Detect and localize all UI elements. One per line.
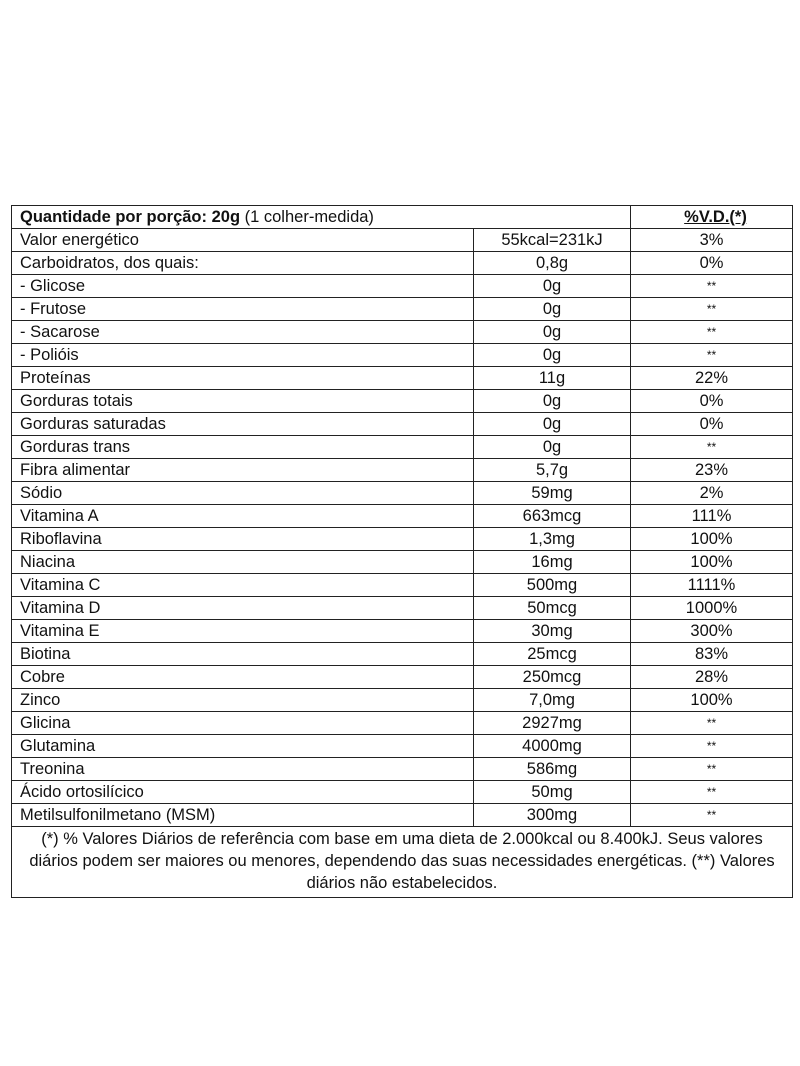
nutrient-daily-value: ** [631, 298, 793, 321]
nutrient-quantity: 4000mg [474, 735, 631, 758]
table-row [12, 321, 793, 344]
table-row [12, 689, 793, 712]
table-row [12, 804, 793, 827]
nutrient-daily-value: 100% [631, 551, 793, 574]
nutrient-daily-value: 0% [631, 413, 793, 436]
nutrient-daily-value: 0% [631, 390, 793, 413]
nutrient-daily-value: 83% [631, 643, 793, 666]
nutrient-daily-value: 300% [631, 620, 793, 643]
nutrient-quantity: 1,3mg [474, 528, 631, 551]
nutrient-quantity: 2927mg [474, 712, 631, 735]
nutrient-name: Gorduras trans [12, 436, 474, 459]
nutrient-quantity: 30mg [474, 620, 631, 643]
nutrient-daily-value: 2% [631, 482, 793, 505]
nutrient-quantity: 55kcal=231kJ [474, 229, 631, 252]
table-row [12, 712, 793, 735]
footnote-text: (*) % Valores Diários de referência com base em uma dieta de 2.000kcal ou 8.400kJ. Seus valores diários podem ser maiores ou menores, dependendo das suas necessidades energéticas. (**) Valores diários não estabelecidos. [12, 827, 793, 898]
nutrition-table-body [12, 206, 793, 827]
nutrient-quantity: 59mg [474, 482, 631, 505]
nutrient-name: Glicina [12, 712, 474, 735]
nutrient-quantity: 7,0mg [474, 689, 631, 712]
table-row [12, 620, 793, 643]
nutrient-quantity: 50mg [474, 781, 631, 804]
nutrient-quantity: 300mg [474, 804, 631, 827]
nutrient-quantity: 25mcg [474, 643, 631, 666]
nutrient-daily-value: 100% [631, 528, 793, 551]
nutrient-name: Vitamina D [12, 597, 474, 620]
nutrient-name: - Frutose [12, 298, 474, 321]
serving-size-cell [12, 206, 631, 229]
nutrient-quantity: 0g [474, 413, 631, 436]
nutrient-name: Treonina [12, 758, 474, 781]
nutrition-facts-table [11, 205, 793, 898]
serving-size-note: (1 colher-medida) [244, 208, 374, 226]
footnote-row [12, 827, 793, 898]
table-row [12, 643, 793, 666]
nutrient-daily-value: ** [631, 758, 793, 781]
nutrient-name: Vitamina C [12, 574, 474, 597]
nutrient-quantity: 11g [474, 367, 631, 390]
nutrient-name: Vitamina A [12, 505, 474, 528]
table-row [12, 482, 793, 505]
nutrient-daily-value: ** [631, 804, 793, 827]
nutrient-quantity: 0,8g [474, 252, 631, 275]
nutrient-name: Valor energético [12, 229, 474, 252]
nutrient-daily-value: 1111% [631, 574, 793, 597]
nutrient-quantity: 663mcg [474, 505, 631, 528]
nutrient-daily-value: ** [631, 321, 793, 344]
table-row [12, 229, 793, 252]
nutrient-name: - Sacarose [12, 321, 474, 344]
nutrient-quantity: 0g [474, 321, 631, 344]
nutrient-daily-value: 3% [631, 229, 793, 252]
table-row [12, 574, 793, 597]
nutrient-quantity: 0g [474, 275, 631, 298]
nutrient-name: Niacina [12, 551, 474, 574]
table-row [12, 781, 793, 804]
table-row [12, 505, 793, 528]
nutrient-quantity: 0g [474, 344, 631, 367]
nutrient-name: - Polióis [12, 344, 474, 367]
nutrient-daily-value: 22% [631, 367, 793, 390]
serving-size-label: Quantidade por porção: 20g [20, 208, 241, 226]
daily-value-header: %V.D.(*) [631, 206, 793, 229]
nutrient-quantity: 16mg [474, 551, 631, 574]
nutrient-daily-value: ** [631, 344, 793, 367]
nutrient-daily-value: 0% [631, 252, 793, 275]
nutrient-quantity: 250mcg [474, 666, 631, 689]
nutrient-name: Metilsulfonilmetano (MSM) [12, 804, 474, 827]
nutrient-name: Proteínas [12, 367, 474, 390]
nutrient-daily-value: ** [631, 735, 793, 758]
nutrient-quantity: 0g [474, 298, 631, 321]
table-row [12, 758, 793, 781]
table-row [12, 367, 793, 390]
table-row [12, 528, 793, 551]
nutrient-daily-value: 23% [631, 459, 793, 482]
table-header-row [12, 206, 793, 229]
nutrient-daily-value: ** [631, 781, 793, 804]
nutrient-name: Sódio [12, 482, 474, 505]
nutrient-name: Ácido ortosilícico [12, 781, 474, 804]
nutrient-name: - Glicose [12, 275, 474, 298]
nutrient-quantity: 586mg [474, 758, 631, 781]
nutrient-quantity: 0g [474, 436, 631, 459]
nutrient-daily-value: ** [631, 275, 793, 298]
nutrient-daily-value: 100% [631, 689, 793, 712]
table-row [12, 735, 793, 758]
nutrient-name: Vitamina E [12, 620, 474, 643]
nutrient-name: Carboidratos, dos quais: [12, 252, 474, 275]
nutrient-daily-value: ** [631, 712, 793, 735]
nutrient-name: Riboflavina [12, 528, 474, 551]
nutrient-name: Fibra alimentar [12, 459, 474, 482]
nutrient-name: Gorduras totais [12, 390, 474, 413]
table-row [12, 666, 793, 689]
nutrient-quantity: 50mcg [474, 597, 631, 620]
table-row [12, 551, 793, 574]
nutrient-daily-value: 1000% [631, 597, 793, 620]
nutrient-name: Zinco [12, 689, 474, 712]
table-row [12, 275, 793, 298]
table-row [12, 436, 793, 459]
nutrient-quantity: 0g [474, 390, 631, 413]
nutrient-quantity: 5,7g [474, 459, 631, 482]
table-row [12, 459, 793, 482]
nutrient-name: Cobre [12, 666, 474, 689]
table-row [12, 252, 793, 275]
nutrient-name: Glutamina [12, 735, 474, 758]
nutrient-daily-value: 28% [631, 666, 793, 689]
nutrient-name: Gorduras saturadas [12, 413, 474, 436]
table-row [12, 344, 793, 367]
nutrient-quantity: 500mg [474, 574, 631, 597]
nutrient-daily-value: 111% [631, 505, 793, 528]
table-row [12, 413, 793, 436]
nutrient-daily-value: ** [631, 436, 793, 459]
table-row [12, 390, 793, 413]
table-row [12, 298, 793, 321]
nutrient-name: Biotina [12, 643, 474, 666]
table-row [12, 597, 793, 620]
